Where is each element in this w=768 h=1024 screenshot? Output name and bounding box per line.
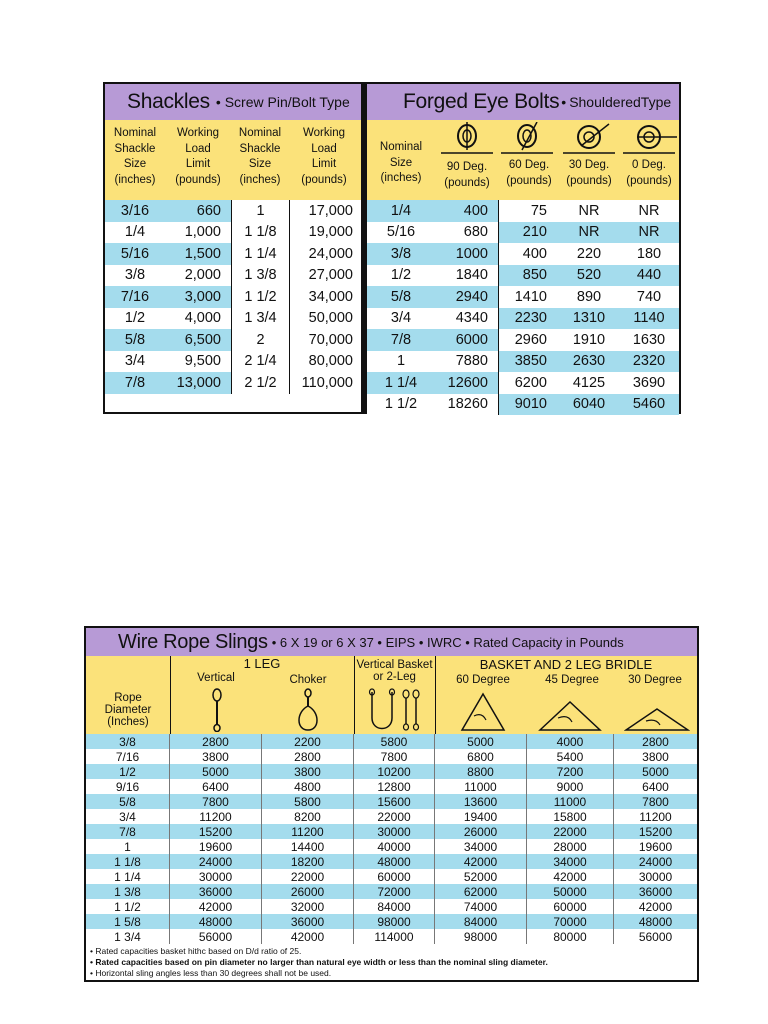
table-cell: 5/8 xyxy=(367,286,435,308)
table-cell: 60000 xyxy=(354,869,435,884)
eyebolts-header-60: 60 Deg. (pounds) xyxy=(506,159,552,187)
table-cell: 52000 xyxy=(435,869,527,884)
table-cell: 6200 xyxy=(499,372,559,394)
table-cell: 34000 xyxy=(435,839,527,854)
table-cell: 6400 xyxy=(170,779,262,794)
table-cell: 42000 xyxy=(614,899,697,914)
table-row xyxy=(86,839,697,854)
table-cell: 9,500 xyxy=(165,351,231,373)
table-row xyxy=(105,200,361,222)
rope-diameter-header: Rope Diameter (Inches) xyxy=(104,692,152,728)
table-row xyxy=(86,899,697,914)
table-cell: 75 xyxy=(499,200,559,222)
eyebolts-header-90: 90 Deg. (pounds) xyxy=(444,161,490,189)
table-cell: 1 1/8 xyxy=(231,222,289,244)
table-cell: 98000 xyxy=(435,929,527,944)
table-cell: 4,000 xyxy=(165,308,231,330)
table-cell: 1 1/8 xyxy=(86,854,170,869)
table-row xyxy=(105,243,361,265)
table-cell: 5/8 xyxy=(86,794,170,809)
table-cell: 2200 xyxy=(262,734,354,749)
shackles-rows xyxy=(105,200,361,394)
table-cell: 3/16 xyxy=(105,200,165,222)
table-cell: 1 3/8 xyxy=(86,884,170,899)
table-row xyxy=(86,749,697,764)
table-cell: 56000 xyxy=(614,929,697,944)
table-cell: 7/8 xyxy=(105,372,165,394)
table-cell: 15600 xyxy=(354,794,435,809)
table-cell: 30000 xyxy=(614,869,697,884)
table-cell: 18260 xyxy=(435,394,499,416)
table-cell: 1 3/4 xyxy=(86,929,170,944)
table-row xyxy=(86,809,697,824)
table-row xyxy=(367,286,679,308)
table-row xyxy=(86,779,697,794)
table-cell: 1 xyxy=(231,200,289,222)
table-cell: 5000 xyxy=(435,734,527,749)
table-cell: 1310 xyxy=(559,308,619,330)
table-cell: 22000 xyxy=(527,824,614,839)
eyebolts-subtitle: ShoulderedType xyxy=(569,94,672,110)
table-row xyxy=(105,286,361,308)
table-cell: 6040 xyxy=(559,394,619,416)
table-cell: 26000 xyxy=(435,824,527,839)
table-cell: 56000 xyxy=(170,929,262,944)
eyebolts-header xyxy=(367,120,679,200)
shackles-header-wll: Working Load Limit (pounds) xyxy=(175,127,221,186)
choker-sling-icon xyxy=(292,688,324,732)
table-cell: 6400 xyxy=(614,779,697,794)
table-cell: 1840 xyxy=(435,265,499,287)
table-cell: 5/8 xyxy=(105,329,165,351)
table-cell: 660 xyxy=(165,200,231,222)
table-cell: 24000 xyxy=(614,854,697,869)
table-cell: 12600 xyxy=(435,372,499,394)
table-cell: 5400 xyxy=(527,749,614,764)
table-cell: 6800 xyxy=(435,749,527,764)
table-cell: 11200 xyxy=(262,824,354,839)
table-cell: 19400 xyxy=(435,809,527,824)
table-row xyxy=(86,734,697,749)
table-cell: 27,000 xyxy=(289,265,361,287)
table-cell: 70,000 xyxy=(289,329,361,351)
eyebolt-60-icon xyxy=(497,122,557,158)
table-cell: 3/8 xyxy=(105,265,165,287)
table-cell: 680 xyxy=(435,222,499,244)
table-cell: 60000 xyxy=(527,899,614,914)
table-row xyxy=(86,929,697,944)
table-cell: 84000 xyxy=(354,899,435,914)
table-cell: 19,000 xyxy=(289,222,361,244)
eyebolt-90-icon xyxy=(437,122,497,158)
table-cell: 180 xyxy=(619,243,679,265)
eyebolt-0-icon xyxy=(619,122,679,158)
table-cell: 80000 xyxy=(527,929,614,944)
shackles-header-wll-2: Working Load Limit (pounds) xyxy=(301,127,347,186)
table-cell: 1 xyxy=(86,839,170,854)
table-cell: 50000 xyxy=(527,884,614,899)
table-cell: 98000 xyxy=(354,914,435,929)
table-cell: 3800 xyxy=(614,749,697,764)
table-row xyxy=(86,824,697,839)
table-cell: 22000 xyxy=(262,869,354,884)
vertical-basket-label: Vertical Basket or 2-Leg xyxy=(356,659,433,683)
table-cell: 9010 xyxy=(499,394,559,416)
table-cell: 1/2 xyxy=(367,265,435,287)
table-cell: 3,000 xyxy=(165,286,231,308)
table-cell: 1 1/4 xyxy=(231,243,289,265)
eyebolts-title-bar xyxy=(367,84,679,120)
table-cell: 8200 xyxy=(262,809,354,824)
table-cell: 42000 xyxy=(527,869,614,884)
table-cell: 1630 xyxy=(619,329,679,351)
table-cell: 1 1/2 xyxy=(231,286,289,308)
note-line: • Rated capacities basket hithc based on D/d ratio of 25. xyxy=(90,946,302,956)
shackles-title-bar xyxy=(105,84,361,120)
table-cell: 2 1/4 xyxy=(231,351,289,373)
table-cell: 3800 xyxy=(170,749,262,764)
table-cell: 1,000 xyxy=(165,222,231,244)
table-cell: 890 xyxy=(559,286,619,308)
wire-rope-title: Wire Rope Slings xyxy=(118,630,268,653)
table-cell: 2,000 xyxy=(165,265,231,287)
table-cell: 5000 xyxy=(170,764,262,779)
table-cell: 2230 xyxy=(499,308,559,330)
top-capacity-card xyxy=(103,82,681,414)
table-cell: 2320 xyxy=(619,351,679,373)
table-cell: 3850 xyxy=(499,351,559,373)
table-cell: 2960 xyxy=(499,329,559,351)
table-cell: 84000 xyxy=(435,914,527,929)
table-cell: 7/16 xyxy=(105,286,165,308)
sixty-degree-label: 60 Degree xyxy=(456,674,510,686)
shackles-bullet: • xyxy=(215,94,221,110)
vertical-sling-icon xyxy=(205,688,229,732)
wire-rope-notes xyxy=(86,944,697,979)
wire-rope-header xyxy=(86,656,697,734)
table-cell: 7/8 xyxy=(367,329,435,351)
table-row xyxy=(105,222,361,244)
table-cell: 48000 xyxy=(170,914,262,929)
eyebolts-title: Forged Eye Bolts xyxy=(403,90,560,113)
table-cell: 17,000 xyxy=(289,200,361,222)
table-row xyxy=(367,351,679,373)
table-cell: 1140 xyxy=(619,308,679,330)
table-cell: 3690 xyxy=(619,372,679,394)
table-cell: 1 1/2 xyxy=(367,394,435,416)
table-row xyxy=(105,308,361,330)
table-cell: 7800 xyxy=(614,794,697,809)
table-cell: NR xyxy=(559,200,619,222)
basket-group-label: BASKET AND 2 LEG BRIDLE xyxy=(479,657,653,672)
table-cell: 1410 xyxy=(499,286,559,308)
table-cell: 34,000 xyxy=(289,286,361,308)
table-cell: 14400 xyxy=(262,839,354,854)
table-cell: 62000 xyxy=(435,884,527,899)
table-cell: 19600 xyxy=(614,839,697,854)
table-cell: 5000 xyxy=(614,764,697,779)
table-cell: 7800 xyxy=(354,749,435,764)
table-cell: 19600 xyxy=(170,839,262,854)
table-cell: 1/2 xyxy=(86,764,170,779)
table-cell: 80,000 xyxy=(289,351,361,373)
table-cell: 18200 xyxy=(262,854,354,869)
one-leg-group-label: 1 LEG xyxy=(243,656,281,671)
vertical-basket-sling-icon xyxy=(364,688,426,732)
thirty-degree-sling-icon xyxy=(624,706,690,732)
table-cell: 7/8 xyxy=(86,824,170,839)
table-cell: 7/16 xyxy=(86,749,170,764)
table-cell: 11200 xyxy=(170,809,262,824)
table-row xyxy=(367,329,679,351)
table-cell: 15200 xyxy=(614,824,697,839)
table-cell: 1 1/4 xyxy=(367,372,435,394)
table-cell: 2800 xyxy=(614,734,697,749)
eyebolts-rows xyxy=(367,200,679,415)
table-cell: 1 3/4 xyxy=(231,308,289,330)
table-cell: 7200 xyxy=(527,764,614,779)
table-cell: 1/4 xyxy=(367,200,435,222)
table-cell: 1 5/8 xyxy=(86,914,170,929)
table-cell: 11200 xyxy=(614,809,697,824)
wire-rope-card xyxy=(84,626,699,982)
table-cell: 114000 xyxy=(354,929,435,944)
table-cell: 32000 xyxy=(262,899,354,914)
table-row xyxy=(105,265,361,287)
table-cell: 11000 xyxy=(435,779,527,794)
table-cell: 400 xyxy=(435,200,499,222)
table-cell: 4000 xyxy=(527,734,614,749)
table-cell: 5/16 xyxy=(105,243,165,265)
table-cell: 36000 xyxy=(614,884,697,899)
table-cell: 11000 xyxy=(527,794,614,809)
table-cell: 4800 xyxy=(262,779,354,794)
table-row xyxy=(367,222,679,244)
table-cell: 12800 xyxy=(354,779,435,794)
eyebolts-table xyxy=(367,84,679,412)
table-cell: 740 xyxy=(619,286,679,308)
table-cell: 13600 xyxy=(435,794,527,809)
forty-five-degree-sling-icon xyxy=(538,700,602,732)
table-cell: 7880 xyxy=(435,351,499,373)
table-row xyxy=(86,794,697,809)
table-cell: 1 1/4 xyxy=(86,869,170,884)
table-cell: 1910 xyxy=(559,329,619,351)
table-cell: 9000 xyxy=(527,779,614,794)
wire-rope-subtitle: • 6 X 19 or 6 X 37 • EIPS • IWRC • Rated Capacity in Pounds xyxy=(271,634,624,650)
table-cell: 50,000 xyxy=(289,308,361,330)
table-cell: 72000 xyxy=(354,884,435,899)
table-cell: 1,500 xyxy=(165,243,231,265)
table-row xyxy=(367,308,679,330)
table-cell: 850 xyxy=(499,265,559,287)
table-cell: 4340 xyxy=(435,308,499,330)
table-row xyxy=(367,243,679,265)
table-cell: 42000 xyxy=(170,899,262,914)
table-cell: NR xyxy=(619,222,679,244)
table-cell: 2 1/2 xyxy=(231,372,289,394)
table-cell: 30000 xyxy=(170,869,262,884)
eyebolt-30-icon xyxy=(559,122,619,158)
table-cell: 3/8 xyxy=(86,734,170,749)
table-cell: 13,000 xyxy=(165,372,231,394)
table-row xyxy=(86,869,697,884)
table-row xyxy=(367,394,679,416)
table-cell: 6,500 xyxy=(165,329,231,351)
table-cell: 7800 xyxy=(170,794,262,809)
shackles-header xyxy=(105,120,361,200)
table-cell: 1 xyxy=(367,351,435,373)
table-cell: 4125 xyxy=(559,372,619,394)
table-cell: 36000 xyxy=(170,884,262,899)
table-cell: 48000 xyxy=(354,854,435,869)
table-cell: 8800 xyxy=(435,764,527,779)
table-cell: 36000 xyxy=(262,914,354,929)
wire-rope-title-bar xyxy=(86,628,697,656)
table-cell: 48000 xyxy=(614,914,697,929)
table-cell: 1000 xyxy=(435,243,499,265)
table-cell: 30000 xyxy=(354,824,435,839)
table-cell: 28000 xyxy=(527,839,614,854)
table-cell: 74000 xyxy=(435,899,527,914)
note-line: • Horizontal sling angles less than 30 degrees shall not be used. xyxy=(90,968,332,978)
table-row xyxy=(86,764,697,779)
table-cell: 42000 xyxy=(435,854,527,869)
thirty-degree-label: 30 Degree xyxy=(628,674,682,686)
table-cell: 210 xyxy=(499,222,559,244)
table-cell: 2800 xyxy=(262,749,354,764)
table-cell: 1/2 xyxy=(105,308,165,330)
table-cell: 520 xyxy=(559,265,619,287)
table-cell: 34000 xyxy=(527,854,614,869)
forty-five-degree-label: 45 Degree xyxy=(545,674,599,686)
table-cell: 2 xyxy=(231,329,289,351)
table-row xyxy=(105,372,361,394)
shackles-header-size: Nominal Shackle Size (inches) xyxy=(113,127,157,186)
table-cell: 1 3/8 xyxy=(231,265,289,287)
table-row xyxy=(105,351,361,373)
table-cell: 42000 xyxy=(262,929,354,944)
table-row xyxy=(105,329,361,351)
table-row xyxy=(86,884,697,899)
table-cell: 5800 xyxy=(354,734,435,749)
table-cell: 3/4 xyxy=(86,809,170,824)
table-cell: 15800 xyxy=(527,809,614,824)
table-cell: 2940 xyxy=(435,286,499,308)
table-cell: 2630 xyxy=(559,351,619,373)
table-cell: 220 xyxy=(559,243,619,265)
shackles-table xyxy=(105,84,361,412)
table-cell: 10200 xyxy=(354,764,435,779)
table-cell: 5460 xyxy=(619,394,679,416)
table-row xyxy=(367,265,679,287)
table-cell: 40000 xyxy=(354,839,435,854)
table-cell: 400 xyxy=(499,243,559,265)
vertical-label: Vertical xyxy=(197,672,235,684)
table-row xyxy=(367,372,679,394)
table-cell: 9/16 xyxy=(86,779,170,794)
table-cell: 3/4 xyxy=(105,351,165,373)
table-cell: 24000 xyxy=(170,854,262,869)
table-cell: 22000 xyxy=(354,809,435,824)
table-row xyxy=(367,200,679,222)
table-row xyxy=(86,914,697,929)
eyebolts-bullet: • xyxy=(561,94,567,110)
table-row xyxy=(86,854,697,869)
table-cell: 24,000 xyxy=(289,243,361,265)
table-cell: 110,000 xyxy=(289,372,361,394)
eyebolts-header-0: 0 Deg. (pounds) xyxy=(626,159,672,187)
table-cell: 3/8 xyxy=(367,243,435,265)
table-cell: 5800 xyxy=(262,794,354,809)
eyebolts-header-size: Nominal Size (inches) xyxy=(379,141,423,184)
choker-label: Choker xyxy=(289,674,327,686)
table-cell: NR xyxy=(619,200,679,222)
table-cell: 5/16 xyxy=(367,222,435,244)
shackles-header-size-2: Nominal Shackle Size (inches) xyxy=(238,127,282,186)
sixty-degree-sling-icon xyxy=(460,692,506,732)
table-cell: NR xyxy=(559,222,619,244)
table-cell: 2800 xyxy=(170,734,262,749)
table-cell: 15200 xyxy=(170,824,262,839)
wire-rope-rows xyxy=(86,734,697,944)
table-cell: 1/4 xyxy=(105,222,165,244)
table-cell: 3/4 xyxy=(367,308,435,330)
table-cell: 440 xyxy=(619,265,679,287)
eyebolts-header-30: 30 Deg. (pounds) xyxy=(566,159,612,187)
shackles-subtitle: Screw Pin/Bolt Type xyxy=(224,94,350,110)
table-cell: 6000 xyxy=(435,329,499,351)
table-cell: 3800 xyxy=(262,764,354,779)
shackles-title: Shackles xyxy=(127,90,210,113)
table-cell: 70000 xyxy=(527,914,614,929)
table-cell: 1 1/2 xyxy=(86,899,170,914)
table-cell: 26000 xyxy=(262,884,354,899)
note-line: • Rated capacities based on pin diameter no larger than natural eye width or less than the nominal sling diameter. xyxy=(90,957,548,967)
